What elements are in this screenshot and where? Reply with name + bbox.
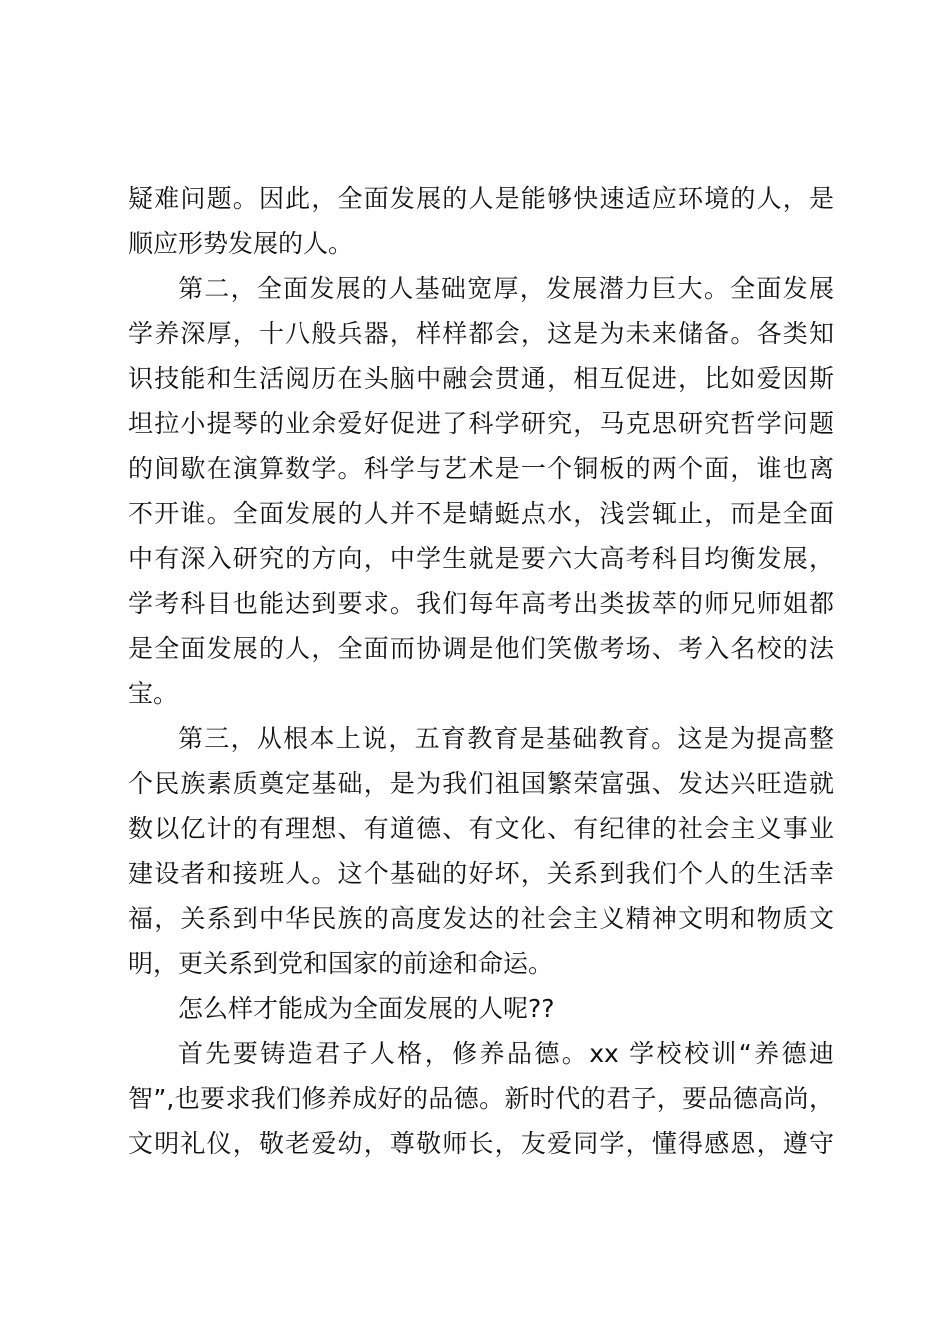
paragraph-first-line: 首先要铸造君子人格，修养品德。xx 学校校训“养德迪 [178,1039,834,1068]
text-line: 建设者和接班人。这个基础的好坏，关系到我们个人的生活幸 [128,859,834,888]
text-line: 明，更关系到党和国家的前途和命运。 [128,949,554,978]
text-line: 福，关系到中华民族的高度发达的社会主义精神文明和物质文 [128,904,834,933]
text-line: 识技能和生活阅历在头脑中融会贯通，相互促进，比如爱因斯 [128,364,834,393]
text-line: 学考科目也能达到要求。我们每年高考出类拔萃的师兄师姐都 [128,589,834,618]
text-line: 智”,也要求我们修养成好的品德。新时代的君子，要品德高尚， [128,1084,834,1113]
text-line: 中有深入研究的方向，中学生就是要六大高考科目均衡发展， [128,544,834,573]
text-line: 个民族素质奠定基础，是为我们祖国繁荣富强、发达兴旺造就 [128,769,834,798]
text-line: 学养深厚，十八般兵器，样样都会，这是为未来储备。各类知 [128,319,834,348]
text-line: 顺应形势发展的人。 [128,229,354,258]
text-line: 坦拉小提琴的业余爱好促进了科学研究，马克思研究哲学问题 [128,409,834,438]
paragraph-first-line: 第三，从根本上说，五育教育是基础教育。这是为提高整 [178,724,834,753]
text-line: 文明礼仪，敬老爱幼，尊敬师长，友爱同学，懂得感恩，遵守 [128,1129,834,1158]
text-line: 是全面发展的人，全面而协调是他们笑傲考场、考入名校的法 [128,634,834,663]
body-text [128,176,834,1166]
text-line: 不开谁。全面发展的人并不是蜻蜓点水，浅尝辄止，而是全面 [128,499,834,528]
text-line: 疑难问题。因此，全面发展的人是能够快速适应环境的人，是 [128,184,834,213]
text-line: 宝。 [128,679,179,708]
paragraph-first-line: 怎么样才能成为全面发展的人呢?? [178,994,555,1023]
paragraph-first-line: 第二，全面发展的人基础宽厚，发展潜力巨大。全面发展 [178,274,834,303]
text-line: 的间歇在演算数学。科学与艺术是一个铜板的两个面，谁也离 [128,454,834,483]
text-line: 数以亿计的有理想、有道德、有文化、有纪律的社会主义事业 [128,814,834,843]
